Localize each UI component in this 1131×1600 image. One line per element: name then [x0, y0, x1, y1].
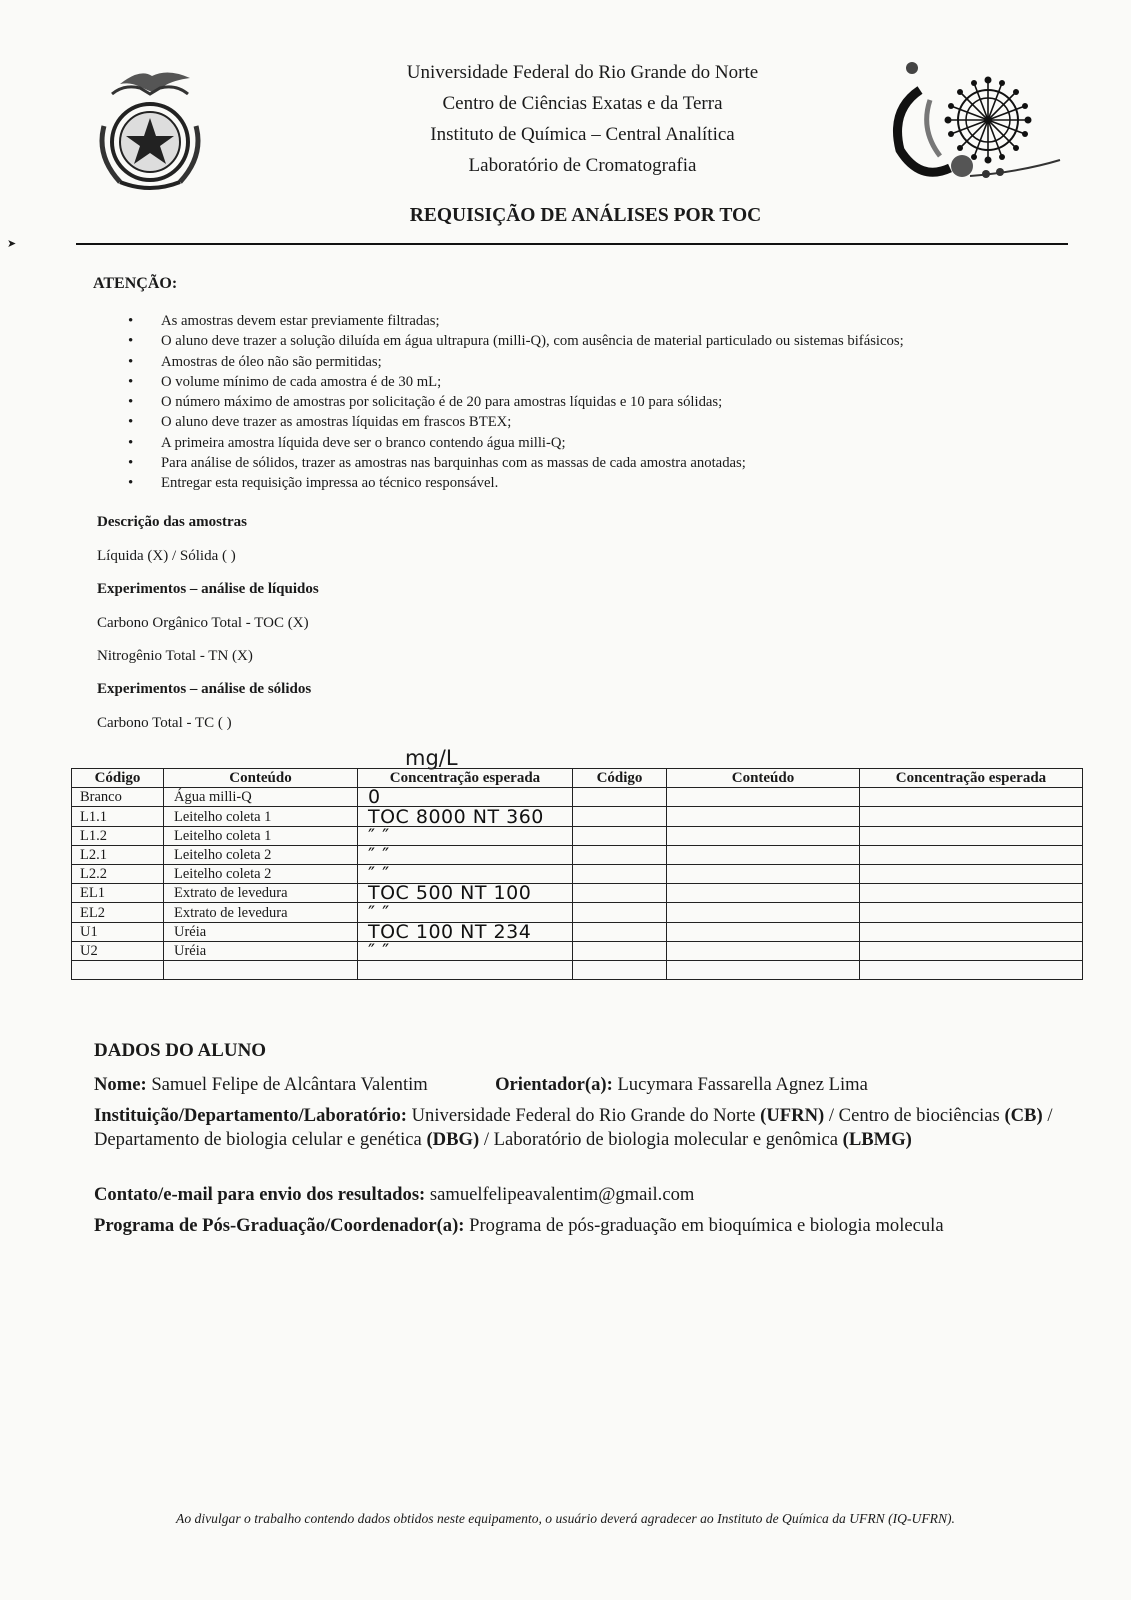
sample-code: EL1 [72, 884, 164, 903]
program-line [94, 1214, 944, 1238]
header-divider [76, 243, 1068, 245]
expected-concentration: TOC 500 NT 100 [358, 884, 573, 903]
empty-cell [860, 922, 1083, 941]
empty-cell [860, 864, 1083, 883]
list-item: • As amostras devem estar previamente filtradas; [128, 311, 904, 331]
sample-code: EL2 [72, 903, 164, 922]
table-row [72, 788, 1083, 807]
column-header: Concentração esperada [860, 769, 1083, 788]
empty-cell [573, 922, 667, 941]
contact-line [94, 1183, 694, 1207]
sample-content [164, 960, 358, 979]
lab-molecule-logo [890, 60, 1062, 190]
empty-cell [573, 826, 667, 845]
expected-concentration: ″ ″ [358, 864, 573, 883]
empty-cell [667, 960, 860, 979]
lab-name: Laboratório de Cromatografia [468, 155, 697, 176]
column-header: Código [72, 769, 164, 788]
list-item: • A primeira amostra líquida deve ser o branco contendo água milli-Q; [128, 433, 904, 453]
empty-cell [860, 903, 1083, 922]
column-header: Conteúdo [667, 769, 860, 788]
institution-acronym: (DBG) [426, 1129, 480, 1150]
contact-email: samuelfelipeavalentim@gmail.com [429, 1184, 695, 1205]
sample-description-heading: Descrição das amostras [97, 514, 247, 530]
empty-cell [573, 903, 667, 922]
institute-name: Instituto de Química – Central Analítica [430, 124, 735, 145]
column-header: Conteúdo [164, 769, 358, 788]
empty-cell [860, 807, 1083, 826]
empty-cell [573, 884, 667, 903]
empty-cell [667, 864, 860, 883]
table-row [72, 845, 1083, 864]
institution-label: Instituição/Departamento/Laboratório: [94, 1105, 407, 1126]
table-row [72, 922, 1083, 941]
table-row [72, 903, 1083, 922]
acknowledgement-footer: Ao divulgar o trabalho contendo dados obtidos neste equipamento, o usuário deverá agradecer ao Instituto de Química da UFRN (IQ-UFRN). [176, 1511, 955, 1526]
scan-mark-icon: ➤ [7, 238, 17, 250]
table-row [72, 826, 1083, 845]
list-item: • Entregar esta requisição impressa ao técnico responsável. [128, 473, 904, 493]
sample-code: L1.1 [72, 807, 164, 826]
institution-text: / Laboratório de biologia molecular e genômica [483, 1129, 839, 1150]
program-name: Programa de pós-graduação em bioquímica e biologia molecula [469, 1215, 944, 1236]
document-title: REQUISIÇÃO DE ANÁLISES POR TOC [409, 205, 762, 226]
table-row [72, 960, 1083, 979]
empty-cell [667, 903, 860, 922]
expected-concentration: ″ ″ [358, 845, 573, 864]
column-header: Concentração esperada [358, 769, 573, 788]
list-item: • O aluno deve trazer as amostras líquidas em frascos BTEX; [128, 412, 904, 432]
institution-text: / Centro de [828, 1105, 912, 1126]
tc-option: Carbono Total - TC ( ) [97, 715, 232, 731]
empty-cell [667, 845, 860, 864]
institution-text: / Departamento de biologia celular e genética [94, 1105, 1053, 1150]
expected-concentration: 0 [358, 788, 573, 807]
advisor-name: Lucymara Fassarella Agnez Lima [617, 1074, 868, 1095]
empty-cell [667, 826, 860, 845]
tn-option: Nitrogênio Total - TN (X) [97, 648, 253, 664]
handwritten-unit: mg/L [405, 746, 458, 770]
sample-content: Uréia [164, 941, 358, 960]
expected-concentration [358, 960, 573, 979]
sample-content: Extrato de levedura [164, 903, 358, 922]
name-advisor-line [94, 1073, 868, 1097]
sample-content: Leitelho coleta 1 [164, 826, 358, 845]
column-header: Código [573, 769, 667, 788]
student-data-heading: DADOS DO ALUNO [94, 1040, 267, 1061]
empty-cell [860, 788, 1083, 807]
list-item: • Para análise de sólidos, trazer as amostras nas barquinhas com as massas de cada amostra anotadas; [128, 453, 904, 473]
sample-code: U1 [72, 922, 164, 941]
expected-concentration: TOC 100 NT 234 [358, 922, 573, 941]
sample-code: L1.2 [72, 826, 164, 845]
program-label: Programa de Pós-Graduação/Coordenador(a): [94, 1215, 465, 1236]
expected-concentration: ″ ″ [358, 903, 573, 922]
empty-cell [860, 845, 1083, 864]
sample-content: Leitelho coleta 1 [164, 807, 358, 826]
table-header-row [72, 769, 1083, 788]
sample-content: Extrato de levedura [164, 884, 358, 903]
sample-code: L2.1 [72, 845, 164, 864]
empty-cell [667, 922, 860, 941]
empty-cell [667, 788, 860, 807]
toc-option: Carbono Orgânico Total - TOC (X) [97, 615, 309, 631]
institution-text: biociências [916, 1105, 1000, 1126]
empty-cell [860, 884, 1083, 903]
empty-cell [860, 826, 1083, 845]
name-label: Nome: [94, 1074, 147, 1095]
list-item: • O número máximo de amostras por solicitação é de 20 para amostras líquidas e 10 para sólidas; [128, 392, 904, 412]
center-name: Centro de Ciências Exatas e da Terra [442, 93, 723, 114]
sample-code: Branco [72, 788, 164, 807]
list-item: • O volume mínimo de cada amostra é de 30 mL; [128, 372, 904, 392]
advisor-label: Orientador(a): [495, 1074, 613, 1095]
table-row [72, 884, 1083, 903]
table-row [72, 807, 1083, 826]
empty-cell [573, 788, 667, 807]
empty-cell [667, 884, 860, 903]
empty-cell [573, 941, 667, 960]
empty-cell [573, 845, 667, 864]
samples-table [71, 768, 1083, 980]
institution-text: Universidade Federal do Rio Grande do Norte [411, 1105, 756, 1126]
empty-cell [573, 864, 667, 883]
university-name: Universidade Federal do Rio Grande do Norte [406, 62, 759, 83]
sample-content: Água milli-Q [164, 788, 358, 807]
list-item: • Amostras de óleo não são permitidas; [128, 352, 904, 372]
empty-cell [667, 941, 860, 960]
student-name: Samuel Felipe de Alcântara Valentim [151, 1074, 428, 1095]
empty-cell [860, 941, 1083, 960]
institution-acronym: (LBMG) [842, 1129, 912, 1150]
attention-list [128, 311, 904, 494]
sample-code: U2 [72, 941, 164, 960]
contact-label: Contato/e-mail para envio dos resultados: [94, 1184, 426, 1205]
empty-cell [860, 960, 1083, 979]
list-item: • O aluno deve trazer a solução diluída em água ultrapura (milli-Q), com ausência de material particulado ou sistemas bifásicos; [128, 331, 904, 351]
liquid-experiments-heading: Experimentos – análise de líquidos [97, 581, 319, 597]
empty-cell [573, 960, 667, 979]
solid-experiments-heading: Experimentos – análise de sólidos [97, 681, 312, 697]
table-row [72, 864, 1083, 883]
sample-code [72, 960, 164, 979]
expected-concentration: ″ ″ [358, 826, 573, 845]
expected-concentration: ″ ″ [358, 941, 573, 960]
institution-acronym: (UFRN) [760, 1105, 825, 1126]
institution-acronym: (CB) [1004, 1105, 1043, 1126]
expected-concentration: TOC 8000 NT 360 [358, 807, 573, 826]
sample-code: L2.2 [72, 864, 164, 883]
empty-cell [667, 807, 860, 826]
sample-type-field: Líquida (X) / Sólida ( ) [97, 548, 236, 564]
attention-heading: ATENÇÃO: [93, 275, 178, 292]
institution-block [94, 1104, 1069, 1152]
empty-cell [573, 807, 667, 826]
table-row [72, 941, 1083, 960]
sample-content: Leitelho coleta 2 [164, 845, 358, 864]
sample-content: Uréia [164, 922, 358, 941]
sample-content: Leitelho coleta 2 [164, 864, 358, 883]
